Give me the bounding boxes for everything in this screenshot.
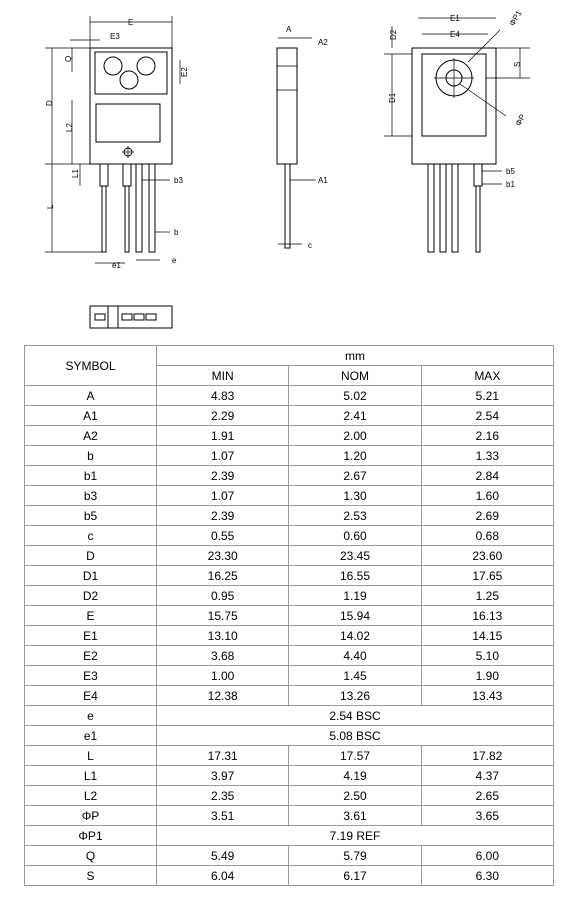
nom-value-cell: 15.94: [289, 606, 421, 626]
min-value-cell: 16.25: [157, 566, 289, 586]
table-row: [25, 406, 554, 426]
table-row: [25, 466, 554, 486]
max-value-cell: 6.00: [421, 846, 553, 866]
max-value-cell: 2.54: [421, 406, 553, 426]
side-view: [277, 25, 328, 250]
min-value-cell: 13.10: [157, 626, 289, 646]
max-value-cell: 16.13: [421, 606, 553, 626]
dim-label-A1: A1: [318, 176, 328, 185]
table-row: [25, 486, 554, 506]
min-value-cell: 15.75: [157, 606, 289, 626]
nom-value-cell: 2.41: [289, 406, 421, 426]
bottom-view: [90, 306, 172, 328]
table-row: [25, 666, 554, 686]
table-row: [25, 786, 554, 806]
table-row: [25, 606, 554, 626]
symbol-cell: Q: [25, 846, 157, 866]
symbol-cell: A: [25, 386, 157, 406]
table-row: [25, 686, 554, 706]
min-value-cell: 1.00: [157, 666, 289, 686]
min-value-cell: 5.49: [157, 846, 289, 866]
table-row: [25, 726, 554, 746]
table-row: [25, 526, 554, 546]
symbol-cell: L: [25, 746, 157, 766]
table-row: [25, 566, 554, 586]
symbol-cell: b: [25, 446, 157, 466]
max-value-cell: 1.33: [421, 446, 553, 466]
dim-label-D1: D1: [388, 92, 397, 103]
max-value-cell: 3.65: [421, 806, 553, 826]
min-value-cell: 1.07: [157, 446, 289, 466]
symbol-cell: b1: [25, 466, 157, 486]
symbol-cell: ΦP: [25, 806, 157, 826]
dim-label-E3: E3: [110, 32, 120, 41]
nom-value-cell: 23.45: [289, 546, 421, 566]
nom-value-cell: 4.19: [289, 766, 421, 786]
min-value-cell: 23.30: [157, 546, 289, 566]
min-value-cell: 1.91: [157, 426, 289, 446]
min-value-cell: 3.51: [157, 806, 289, 826]
max-value-cell: 2.69: [421, 506, 553, 526]
dim-label-A2: A2: [318, 38, 328, 47]
table-row: [25, 706, 554, 726]
table-row: [25, 866, 554, 886]
dim-label-phiP: ΦP: [513, 112, 528, 128]
symbol-cell: L1: [25, 766, 157, 786]
symbol-cell: E4: [25, 686, 157, 706]
nom-value-cell: 6.17: [289, 866, 421, 886]
merged-value-cell: 5.08 BSC: [157, 726, 554, 746]
max-value-cell: 2.65: [421, 786, 553, 806]
dim-label-S: S: [513, 61, 522, 67]
symbol-cell: e1: [25, 726, 157, 746]
nom-value-cell: 3.61: [289, 806, 421, 826]
dim-label-b3: b3: [174, 176, 183, 185]
max-value-cell: 17.65: [421, 566, 553, 586]
symbol-cell: A1: [25, 406, 157, 426]
symbol-cell: L2: [25, 786, 157, 806]
dim-label-b: b: [174, 228, 179, 237]
table-row: [25, 806, 554, 826]
symbol-cell: E1: [25, 626, 157, 646]
min-value-cell: 4.83: [157, 386, 289, 406]
symbol-cell: D2: [25, 586, 157, 606]
table-row: [25, 846, 554, 866]
dim-label-Q: Q: [64, 55, 73, 62]
max-value-cell: 1.25: [421, 586, 553, 606]
symbol-cell: E: [25, 606, 157, 626]
table-row: [25, 626, 554, 646]
nom-value-cell: 2.67: [289, 466, 421, 486]
nom-value-cell: 1.45: [289, 666, 421, 686]
min-value-cell: 2.35: [157, 786, 289, 806]
max-value-cell: 5.10: [421, 646, 553, 666]
dim-label-phiP1: ΦP1: [507, 8, 524, 28]
col-header-max: MAX: [421, 366, 553, 386]
max-value-cell: 5.21: [421, 386, 553, 406]
dim-label-e: e: [172, 256, 177, 265]
dim-label-E2: E2: [180, 67, 189, 77]
col-header-min: MIN: [157, 366, 289, 386]
package-outline-drawing: [0, 0, 580, 340]
nom-value-cell: 5.02: [289, 386, 421, 406]
max-value-cell: 4.37: [421, 766, 553, 786]
symbol-cell: E2: [25, 646, 157, 666]
dim-label-A: A: [286, 25, 292, 34]
min-value-cell: 3.68: [157, 646, 289, 666]
col-header-nom: NOM: [289, 366, 421, 386]
min-value-cell: 2.29: [157, 406, 289, 426]
symbol-cell: D1: [25, 566, 157, 586]
max-value-cell: 2.84: [421, 466, 553, 486]
symbol-cell: D: [25, 546, 157, 566]
max-value-cell: 2.16: [421, 426, 553, 446]
table-row: [25, 446, 554, 466]
merged-value-cell: 7.19 REF: [157, 826, 554, 846]
dim-label-E: E: [128, 18, 134, 27]
max-value-cell: 23.60: [421, 546, 553, 566]
symbol-cell: b5: [25, 506, 157, 526]
dim-label-L1: L1: [71, 169, 80, 178]
nom-value-cell: 5.79: [289, 846, 421, 866]
table-row: [25, 386, 554, 406]
nom-value-cell: 1.30: [289, 486, 421, 506]
table-row: [25, 586, 554, 606]
symbol-cell: E3: [25, 666, 157, 686]
symbol-header: SYMBOL: [25, 346, 157, 386]
symbol-cell: A2: [25, 426, 157, 446]
max-value-cell: 13.43: [421, 686, 553, 706]
dim-label-E4: E4: [450, 30, 460, 39]
dimensions-table: [24, 345, 554, 886]
dim-label-D2: D2: [389, 29, 398, 40]
front-view: [45, 16, 189, 270]
table-row: [25, 506, 554, 526]
min-value-cell: 2.39: [157, 466, 289, 486]
nom-value-cell: 4.40: [289, 646, 421, 666]
nom-value-cell: 1.20: [289, 446, 421, 466]
dim-label-e1: e1: [112, 261, 121, 270]
table-row: [25, 646, 554, 666]
nom-value-cell: 2.53: [289, 506, 421, 526]
dim-label-L2: L2: [65, 123, 74, 132]
nom-value-cell: 14.02: [289, 626, 421, 646]
table-row: [25, 426, 554, 446]
max-value-cell: 1.60: [421, 486, 553, 506]
min-value-cell: 1.07: [157, 486, 289, 506]
min-value-cell: 12.38: [157, 686, 289, 706]
unit-header: mm: [157, 346, 554, 366]
dim-label-D: D: [45, 100, 54, 106]
nom-value-cell: 1.19: [289, 586, 421, 606]
nom-value-cell: 16.55: [289, 566, 421, 586]
table-row: [25, 766, 554, 786]
max-value-cell: 6.30: [421, 866, 553, 886]
min-value-cell: 0.55: [157, 526, 289, 546]
symbol-cell: e: [25, 706, 157, 726]
dim-label-L: L: [46, 204, 55, 209]
symbol-cell: ΦP1: [25, 826, 157, 846]
table-row: [25, 826, 554, 846]
dim-label-c: c: [308, 241, 312, 250]
dim-label-E1: E1: [450, 14, 460, 23]
table-row: [25, 746, 554, 766]
min-value-cell: 6.04: [157, 866, 289, 886]
dim-label-b1: b1: [506, 180, 515, 189]
back-view: [384, 8, 530, 252]
dimensions-table-body: [25, 386, 554, 886]
max-value-cell: 0.68: [421, 526, 553, 546]
max-value-cell: 14.15: [421, 626, 553, 646]
symbol-cell: c: [25, 526, 157, 546]
dim-label-b5: b5: [506, 167, 515, 176]
max-value-cell: 17.82: [421, 746, 553, 766]
symbol-cell: S: [25, 866, 157, 886]
min-value-cell: 3.97: [157, 766, 289, 786]
merged-value-cell: 2.54 BSC: [157, 706, 554, 726]
nom-value-cell: 2.50: [289, 786, 421, 806]
symbol-cell: b3: [25, 486, 157, 506]
nom-value-cell: 13.26: [289, 686, 421, 706]
nom-value-cell: 0.60: [289, 526, 421, 546]
nom-value-cell: 17.57: [289, 746, 421, 766]
min-value-cell: 0.95: [157, 586, 289, 606]
min-value-cell: 2.39: [157, 506, 289, 526]
min-value-cell: 17.31: [157, 746, 289, 766]
table-row: [25, 546, 554, 566]
nom-value-cell: 2.00: [289, 426, 421, 446]
max-value-cell: 1.90: [421, 666, 553, 686]
